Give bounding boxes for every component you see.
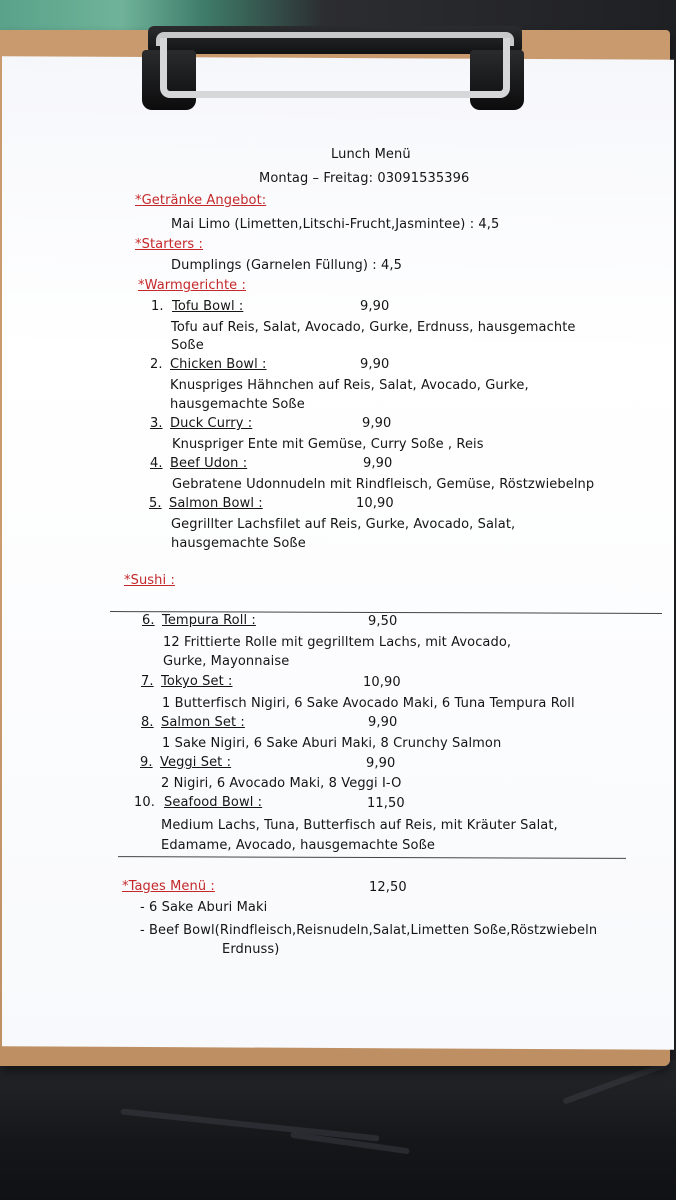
item-description: Gebratene Udonnudeln mit Rindfleisch, Gemüse, Röstzwiebelnp (172, 477, 595, 492)
table-slat (120, 1108, 379, 1141)
clip-lever (160, 38, 510, 98)
item-price: 9,90 (360, 299, 390, 314)
item-price: 9,90 (362, 416, 392, 431)
item-number: 3. (150, 416, 163, 431)
item-name: Chicken Bowl : (170, 357, 267, 372)
item-description: hausgemachte Soße (171, 536, 306, 551)
item-number: 8. (141, 715, 154, 730)
item-number: 4. (150, 456, 163, 471)
item-number: 7. (141, 674, 154, 689)
item-price: 9,90 (366, 756, 396, 771)
item-number: 2. (150, 357, 163, 372)
daily-item-continued: Erdnuss) (222, 942, 280, 957)
starters-item: Dumplings (Garnelen Füllung) : 4,5 (171, 258, 402, 273)
item-description: 1 Sake Nigiri, 6 Sake Aburi Maki, 8 Crunchy Salmon (162, 736, 502, 751)
item-name: Duck Curry : (170, 416, 253, 431)
daily-item: - 6 Sake Aburi Maki (140, 900, 268, 915)
daily-item: - Beef Bowl(Rindfleisch,Reisnudeln,Salat,Limetten Soße,Röstzwiebeln (140, 923, 598, 938)
item-number: 9. (140, 755, 153, 770)
item-name: Tokyo Set : (161, 674, 233, 689)
item-description: Soße (171, 338, 204, 353)
item-description: 12 Frittierte Rolle mit gegrilltem Lachs, mit Avocado, (163, 635, 512, 650)
item-description: hausgemachte Soße (170, 397, 305, 412)
daily-heading: *Tages Menü : (122, 879, 215, 894)
item-number: 10. (134, 795, 155, 810)
item-name: Tempura Roll : (162, 613, 256, 628)
item-name: Seafood Bowl : (164, 795, 263, 810)
item-description: Gegrillter Lachsfilet auf Reis, Gurke, Avocado, Salat, (171, 517, 516, 532)
item-number: 5. (149, 496, 162, 511)
warm-heading: *Warmgerichte : (138, 278, 246, 293)
menu-title: Lunch Menü (331, 147, 411, 162)
item-description: Edamame, Avocado, hausgemachte Soße (161, 838, 435, 853)
item-description: Knuspriges Hähnchen auf Reis, Salat, Avocado, Gurke, (170, 378, 529, 393)
item-price: 9,90 (360, 357, 390, 372)
menu-subtitle: Montag – Freitag: 03091535396 (259, 171, 470, 186)
item-price: 9,90 (368, 715, 398, 730)
item-name: Beef Udon : (170, 456, 248, 471)
starters-heading: *Starters : (135, 237, 203, 252)
item-price: 9,50 (368, 614, 398, 629)
drinks-heading: *Getränke Angebot: (135, 193, 267, 208)
item-description: Medium Lachs, Tuna, Butterfisch auf Reis, mit Kräuter Salat, (161, 818, 558, 833)
sushi-heading: *Sushi : (124, 573, 175, 588)
item-name: Tofu Bowl : (172, 299, 244, 314)
item-price: 11,50 (367, 796, 405, 811)
item-price: 9,90 (363, 456, 393, 471)
item-price: 10,90 (363, 675, 401, 690)
item-price: 10,90 (356, 496, 394, 511)
daily-price: 12,50 (369, 880, 407, 895)
item-name: Salmon Set : (161, 715, 245, 730)
table-surface (0, 1060, 676, 1200)
menu-paper (2, 56, 674, 1050)
item-description: Tofu auf Reis, Salat, Avocado, Gurke, Erdnuss, hausgemachte (171, 320, 576, 335)
item-description: 2 Nigiri, 6 Avocado Maki, 8 Veggi I-O (161, 776, 402, 791)
item-number: 6. (142, 613, 155, 628)
item-name: Veggi Set : (160, 755, 232, 770)
item-name: Salmon Bowl : (169, 496, 263, 511)
item-description: Gurke, Mayonnaise (163, 654, 290, 669)
drinks-item: Mai Limo (Limetten,Litschi-Frucht,Jasmintee) : 4,5 (171, 217, 500, 232)
item-number: 1. (151, 299, 164, 314)
item-description: Knuspriger Ente mit Gemüse, Curry Soße , Reis (172, 437, 484, 452)
table-slat (562, 1061, 667, 1104)
item-description: 1 Butterfisch Nigiri, 6 Sake Avocado Maki, 6 Tuna Tempura Roll (162, 696, 575, 711)
